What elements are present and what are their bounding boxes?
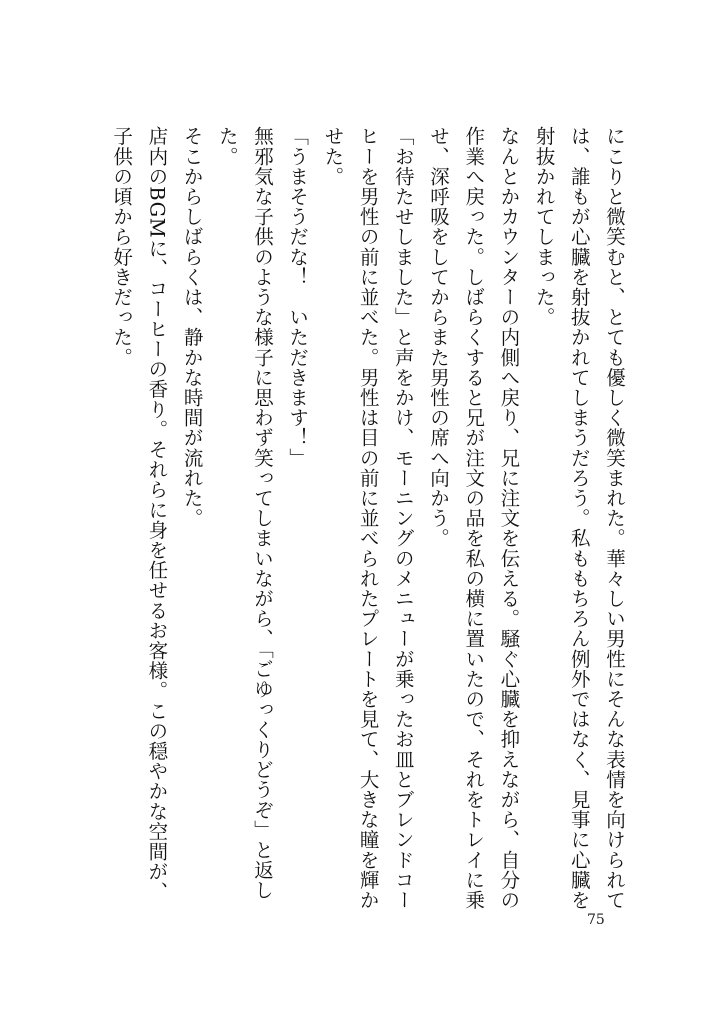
body-text xyxy=(104,126,632,916)
page-number: 75 xyxy=(587,912,605,928)
paragraph-3: 「お待たせしました」と声をかけ、モーニングのメニューが乗ったお皿とブレンドコーヒーを男性の前に並べた。男性は目の前に並べられたプレートを見て、大きな瞳を輝かせた。 xyxy=(321,126,415,910)
paragraph-4: 「うまそうだな！ いただきます！」 xyxy=(286,126,310,468)
paragraph-7: 店内のBGMに、コーヒーの香り。それらに身を任せるお客様。この穏やかな空間が、子供の頃から好きだった。 xyxy=(110,126,169,902)
paragraph-5: 無邪気な子供のような様子に思わず笑ってしまいながら、「ごゆっくりどうぞ」と返した。 xyxy=(215,126,274,901)
paragraph-6: そこからしばらくは、静かな時間が流れた。 xyxy=(180,126,204,528)
paragraph-2: なんとかカウンターの内側へ戻り、兄に注文を伝える。騒ぐ心臓を抑えながら、自分の作業へ戻った。しばらくすると兄が注文の品を私の横に置いたので、それをトレイに乗せ、深呼吸をしてからまた男性の席へ向かう。 xyxy=(426,126,521,910)
paragraph-1: にこりと微笑むと、とても優しく微笑まれた。華々しい男性にそんな表情を向けられては、誰もが心臓を射抜かれてしまうだろう。私ももちろん例外ではなく、見事に心臓を射抜かれてしまった。 xyxy=(532,126,626,910)
